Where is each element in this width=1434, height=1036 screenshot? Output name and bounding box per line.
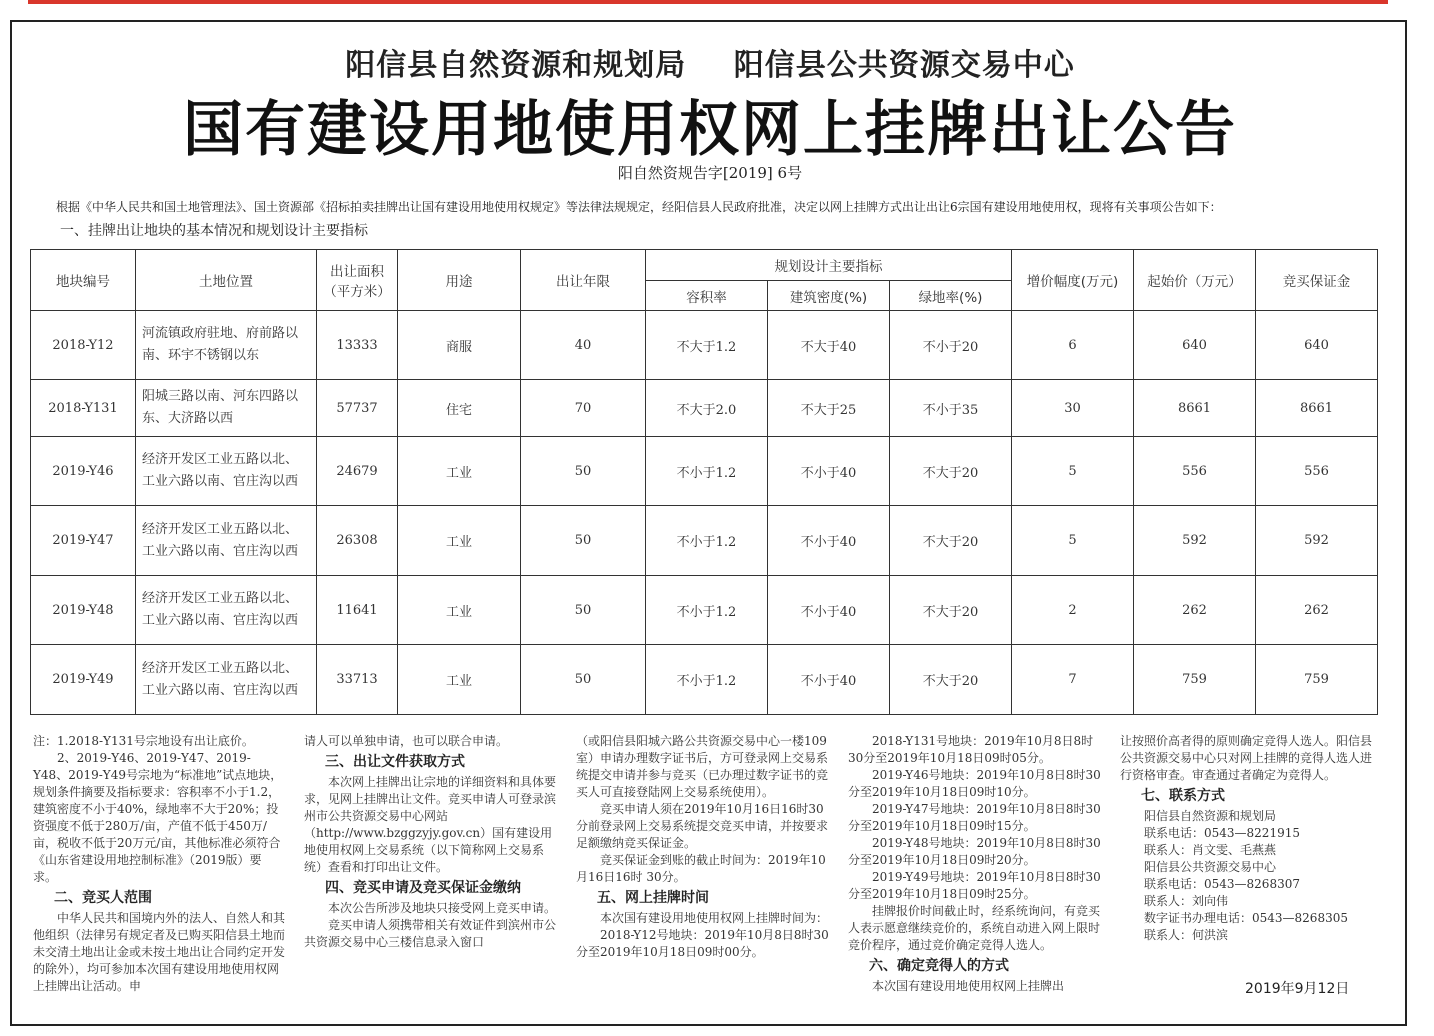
contact-person-3: 联系人：何洪滨 (1144, 928, 1229, 942)
plot-location-line-2: 工业六路以南、官庄沟以西 (142, 474, 299, 489)
col2-continuation: 请人可以单独申请，也可以联合申请。 (304, 734, 509, 748)
plot-density: 不小于40 (768, 576, 890, 645)
publish-date: 2019年9月12日 (1245, 981, 1350, 997)
plot-use: 商服 (398, 311, 521, 380)
plot-term: 50 (521, 437, 646, 506)
plot-code: 2019-Y48 (31, 576, 136, 645)
plot-far: 不小于1.2 (646, 437, 768, 506)
header-planning: 规划设计主要指标 (646, 250, 1012, 281)
column-4 (848, 733, 1102, 995)
table-row (31, 380, 1434, 437)
plot-increment: 5 (1012, 506, 1134, 576)
col4-p6: 挂牌报价时间截止时，经系统询问，有竞买人表示愿意继续竞价的，系统自动进入网上限时竞价程序，通过竞价确定竞得人选人。 (848, 904, 1101, 952)
plot-far: 不小于1.2 (646, 576, 768, 645)
plot-location-line-1: 经济开发区工业五路以北、 (142, 591, 299, 606)
note-1: 注：1.2018-Y131号宗地设有出让底价。 (33, 734, 254, 748)
header-use: 用途 (398, 250, 521, 311)
plot-location (136, 506, 317, 576)
section5-p2: 2018-Y12号地块：2019年10月8日8时30分至2019年10月18日09时00分。 (576, 928, 829, 959)
plot-density: 不小于40 (768, 645, 890, 715)
plot-area: 26308 (317, 506, 398, 576)
contact-phone-1: 联系电话：0543—8221915 (1144, 826, 1300, 840)
header-deposit: 竞买保证金 (1256, 250, 1378, 311)
contact-phone-2: 联系电话：0543—8268307 (1144, 877, 1300, 891)
plot-use: 工业 (398, 437, 521, 506)
plot-start-price: 592 (1134, 506, 1256, 576)
document-number: 阳自然资规告字[2019] 6号 (617, 164, 803, 182)
plot-code: 2019-Y46 (31, 437, 136, 506)
plot-area: 24679 (317, 437, 398, 506)
section3-title: 三、出让文件获取方式 (325, 754, 465, 770)
plot-increment: 7 (1012, 645, 1134, 715)
table-row (31, 506, 1434, 576)
section4-p2: 竞买申请人须携带相关有效证件到滨州市公共资源交易中心三楼信息录入窗口 (304, 918, 557, 949)
plot-increment: 5 (1012, 437, 1134, 506)
contact-person-1: 联系人：肖文雯、毛燕燕 (1144, 843, 1277, 857)
section6-text: 本次国有建设用地使用权网上挂牌出 (872, 979, 1065, 993)
plot-far: 不大于1.2 (646, 311, 768, 380)
col3-p3: 竞买保证金到账的截止时间为：2019年10月16日16时 30分。 (576, 853, 826, 884)
section3-text: 本次网上挂牌出让宗地的详细资料和具体要求，见网上挂牌出让文件。竞买申请人可登录滨州市公共资源交易中心网站（http://www.bzggzyjy.gov.cn）国有建设用地使用权网上交易系统（以下简称网上交易系统）查看和打印出让文件。 (304, 775, 557, 874)
plot-density: 不大于25 (768, 380, 890, 437)
plot-increment: 2 (1012, 576, 1134, 645)
header-green: 绿地率(%) (890, 281, 1012, 311)
org-right: 阳信县公共资源交易中心 (733, 48, 1075, 83)
plot-area: 13333 (317, 311, 398, 380)
org-left: 阳信县自然资源和规划局 (345, 48, 687, 83)
col3-continuation: （或阳信县阳城六路公共资源交易中心一楼109室）申请办理数字证书后，方可登录网上交易系统提交申请并参与竞买（已办理过数字证书的竞买人可直接登陆网上交易系统使用）。 (576, 734, 829, 799)
header-far: 容积率 (646, 281, 768, 311)
header-term: 出让年限 (521, 250, 646, 311)
header-increment: 增价幅度(万元) (1012, 250, 1134, 311)
section6-title: 六、确定竞得人的方式 (869, 958, 1009, 974)
header-density: 建筑密度(%) (768, 281, 890, 311)
section1-title: 一、挂牌出让地块的基本情况和规划设计主要指标 (60, 223, 368, 239)
plot-density: 不大于40 (768, 311, 890, 380)
plot-location-line-1: 经济开发区工业五路以北、 (142, 660, 299, 676)
plot-code: 2018-Y12 (31, 311, 136, 380)
plot-deposit: 8661 (1256, 380, 1378, 437)
contact-org-2: 阳信县公共资源交易中心 (1144, 860, 1277, 874)
issuing-organizations (0, 40, 1420, 84)
plot-area: 57737 (317, 380, 398, 437)
table-row (31, 311, 1434, 380)
plot-term: 50 (521, 506, 646, 576)
plot-location-line-2: 东、大济路以西 (142, 411, 234, 426)
plot-far: 不大于2.0 (646, 380, 768, 437)
section4-title: 四、竞买申请及竞买保证金缴纳 (325, 880, 521, 896)
plot-location-line-1: 经济开发区工业五路以北、 (142, 452, 299, 467)
time-y47: 2019-Y47号地块：2019年10月8日8时30分至2019年10月18日09时15分。 (848, 802, 1101, 833)
plot-term: 50 (521, 645, 646, 715)
plot-green: 不大于20 (890, 437, 1012, 506)
plot-location-line-2: 工业六路以南、官庄沟以西 (142, 543, 299, 559)
plot-location-line-1: 阳城三路以南、河东四路以 (142, 389, 299, 404)
column-1 (33, 733, 285, 995)
contact-org-1: 阳信县自然资源和规划局 (1144, 809, 1277, 823)
plot-start-price: 8661 (1134, 380, 1256, 437)
plot-green: 不小于35 (890, 380, 1012, 437)
header-area: 出让面积（平方米） (317, 250, 398, 311)
plot-deposit: 592 (1256, 506, 1378, 576)
plot-area: 11641 (317, 576, 398, 645)
plot-location-line-2: 南、环宇不锈钢以东 (142, 348, 260, 363)
time-y46: 2019-Y46号地块：2019年10月8日8时30分至2019年10月18日09时10分。 (848, 768, 1101, 799)
plot-location (136, 437, 317, 506)
plot-location-line-1: 经济开发区工业五路以北、 (142, 521, 299, 537)
plot-far: 不小于1.2 (646, 506, 768, 576)
header-location: 土地位置 (136, 250, 317, 311)
section2-title: 二、竞买人范围 (54, 890, 152, 906)
plot-location (136, 311, 317, 380)
time-y131: 2018-Y131号地块：2019年10月8日8时30分至2019年10月18日09时05分。 (848, 734, 1094, 765)
plot-green: 不大于20 (890, 645, 1012, 715)
plot-increment: 6 (1012, 311, 1134, 380)
plot-density: 不小于40 (768, 506, 890, 576)
plot-deposit: 640 (1256, 311, 1378, 380)
time-y49: 2019-Y49号地块：2019年10月8日8时30分至2019年10月18日09时25分。 (848, 870, 1101, 901)
table-row (31, 645, 1434, 715)
contact-person-2: 联系人：刘向伟 (1144, 894, 1229, 908)
intro-paragraph: 根据《中华人民共和国土地管理法》、国土资源部《招标拍卖挂牌出让国有建设用地使用权规定》等法律法规规定，经阳信县人民政府批准，决定以网上挂牌方式出让出让6宗国有建设用地使用权，现将有关事项公告如下： (56, 200, 1222, 214)
plot-location-line-2: 工业六路以南、官庄沟以西 (142, 613, 299, 628)
page-title: 国有建设用地使用权网上挂牌出让公告 (183, 95, 1237, 165)
column-2 (304, 733, 558, 951)
plot-green: 不大于20 (890, 506, 1012, 576)
plot-use: 住宅 (398, 380, 521, 437)
col3-p2: 竞买申请人须在2019年10月16日16时30分前登录网上交易系统提交竞买申请，并按要求足额缴纳竞买保证金。 (576, 802, 829, 850)
plot-deposit: 262 (1256, 576, 1378, 645)
plot-start-price: 759 (1134, 645, 1256, 715)
plot-green: 不大于20 (890, 576, 1012, 645)
plot-density: 不小于40 (768, 437, 890, 506)
table-row (31, 576, 1434, 645)
plot-term: 50 (521, 576, 646, 645)
column-3 (576, 733, 830, 961)
plot-start-price: 262 (1134, 576, 1256, 645)
plot-location-line-1: 河流镇政府驻地、府前路以 (142, 326, 299, 341)
plot-green: 不小于20 (890, 311, 1012, 380)
plot-code: 2018-Y131 (31, 380, 136, 437)
plot-location-line-2: 工业六路以南、官庄沟以西 (142, 682, 299, 698)
plot-use: 工业 (398, 576, 521, 645)
note-2: 2、2019-Y46、2019-Y47、2019-Y48、2019-Y49号宗地为“标准地”试点地块，规划条件摘要及指标要求：容积率不小于1.2，建筑密度不小于40%，绿地率不大于20%；投资强度不低于280万/亩，产值不低于450万/亩，税收不低于20万元/亩，其他标准必须符合《山东省建设用地控制标准》（2019版）要求。 (33, 751, 283, 884)
plot-start-price: 640 (1134, 311, 1256, 380)
table-row (31, 437, 1434, 506)
section2-text: 中华人民共和国境内外的法人、自然人和其他组织（法律另有规定者及已购买阳信县土地而未交清土地出让金或未按土地出让合同约定开发的除外），均可参加本次国有建设用地使用权网上挂牌出让活动。申 (33, 911, 286, 993)
cert-phone: 数字证书办理电话：0543—8268305 (1144, 911, 1348, 925)
column-5 (1120, 733, 1374, 944)
col5-continuation: 让按照价高者得的原则确定竞得人选人。阳信县公共资源交易中心只对网上挂牌的竞得人选人进行资格审查。审查通过者确定为竞得人。 (1120, 734, 1373, 782)
section4-p1: 本次公告所涉及地块只接受网上竞买申请。 (328, 901, 557, 915)
time-y48: 2019-Y48号地块：2019年10月8日8时30分至2019年10月18日09时20分。 (848, 836, 1101, 867)
plot-code: 2019-Y49 (31, 645, 136, 715)
header-start-price: 起始价（万元） (1134, 250, 1256, 311)
plot-start-price: 556 (1134, 437, 1256, 506)
section7-title: 七、联系方式 (1141, 788, 1225, 804)
section5-p1: 本次国有建设用地使用权网上挂牌时间为： (600, 911, 829, 925)
plot-code: 2019-Y47 (31, 506, 136, 576)
plot-location (136, 380, 317, 437)
plot-location (136, 645, 317, 715)
top-red-bar (28, 0, 1388, 4)
header-code: 地块编号 (31, 250, 136, 311)
section5-title: 五、网上挂牌时间 (597, 890, 709, 906)
plots-table (30, 249, 1434, 715)
plot-increment: 30 (1012, 380, 1134, 437)
plot-term: 70 (521, 380, 646, 437)
plot-use: 工业 (398, 506, 521, 576)
plot-deposit: 556 (1256, 437, 1378, 506)
plot-far: 不小于1.2 (646, 645, 768, 715)
plot-use: 工业 (398, 645, 521, 715)
plot-area: 33713 (317, 645, 398, 715)
plot-deposit: 759 (1256, 645, 1378, 715)
plot-term: 40 (521, 311, 646, 380)
plot-location (136, 576, 317, 645)
